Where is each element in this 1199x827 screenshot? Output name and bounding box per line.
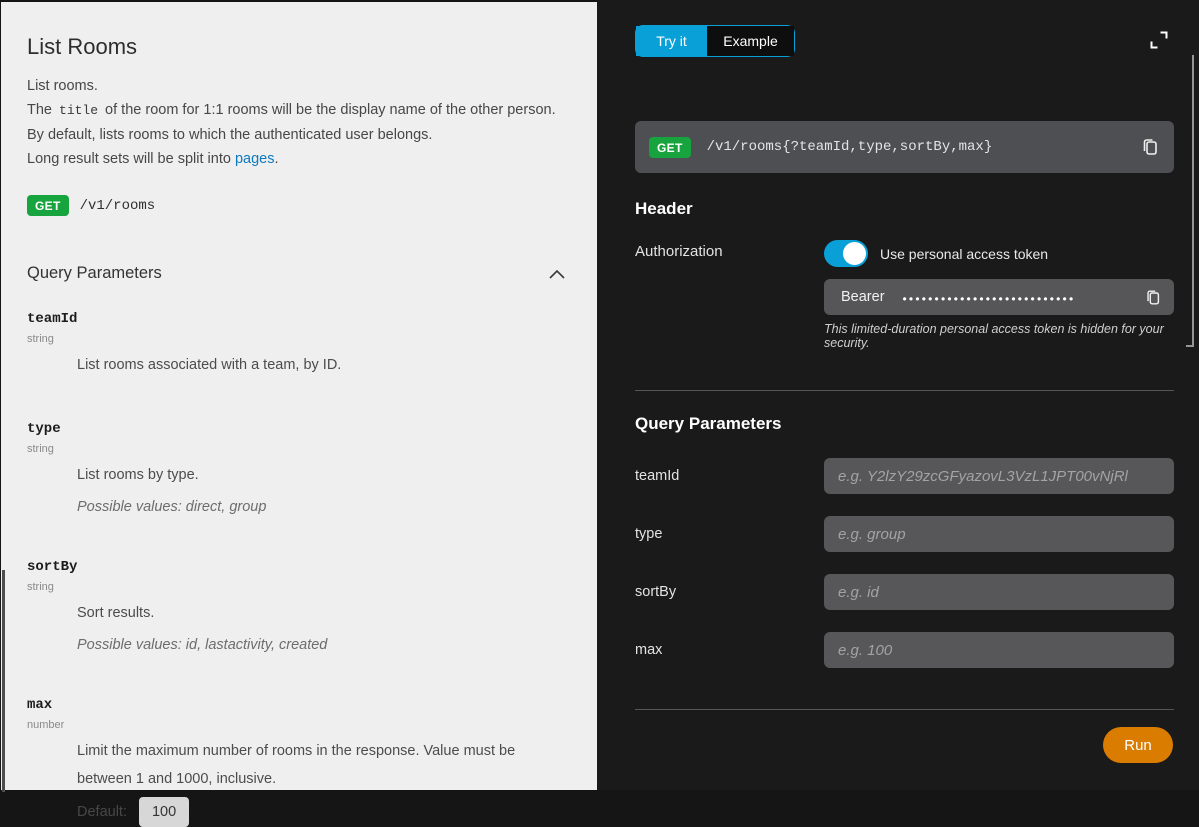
field-row-sortby	[635, 574, 1174, 610]
request-url: /v1/rooms{?teamId,type,sortBy,max}	[706, 139, 993, 155]
token-security-note: This limited-duration personal access token is hidden for your security.	[824, 322, 1164, 350]
endpoint-path: /v1/rooms	[79, 197, 156, 214]
param-type: string	[27, 443, 54, 455]
query-parameters-section-header	[27, 264, 581, 283]
endpoint-description	[27, 74, 581, 171]
teamid-input[interactable]	[824, 458, 1174, 494]
param-type: number	[27, 719, 65, 731]
description-line: List rooms.	[27, 78, 98, 94]
sortby-input[interactable]	[824, 574, 1174, 610]
personal-token-toggle[interactable]	[824, 240, 868, 267]
left-panel-scrollbar[interactable]	[2, 570, 5, 792]
param-description: List rooms by type.	[77, 467, 199, 483]
toggle-knob	[843, 242, 866, 265]
page-title: List Rooms	[27, 34, 138, 59]
copy-url-icon[interactable]	[1140, 137, 1160, 157]
run-row	[635, 727, 1174, 763]
max-input[interactable]	[824, 632, 1174, 668]
description-line: Long result sets will be split into pages.	[27, 151, 279, 167]
field-row-teamid	[635, 458, 1174, 494]
tab-try-it[interactable]: Try it	[636, 26, 707, 56]
method-badge: GET	[649, 137, 691, 158]
token-toggle-row	[824, 240, 1174, 267]
copy-token-icon[interactable]	[1144, 288, 1162, 307]
section-title: Query Parameters	[27, 264, 162, 282]
description-line: The title of the room for 1:1 rooms will be the display name of the other person.	[27, 102, 556, 118]
description-line: By default, lists rooms to which the authenticated user belongs.	[27, 127, 433, 143]
run-button[interactable]: Run	[1103, 727, 1173, 763]
field-label: sortBy	[635, 584, 677, 600]
inline-code-title: title	[59, 103, 99, 118]
param-description: List rooms associated with a team, by ID.	[77, 357, 342, 373]
try-it-panel	[597, 0, 1199, 790]
param-type: string	[27, 333, 54, 345]
chevron-up-icon[interactable]	[547, 266, 567, 282]
doc-panel	[1, 2, 597, 820]
param-name: max	[27, 697, 53, 713]
footer-divider	[635, 709, 1174, 710]
section-divider	[635, 390, 1174, 391]
bearer-prefix: Bearer	[841, 289, 885, 305]
authorization-controls	[824, 240, 1174, 350]
param-name: teamId	[27, 311, 78, 327]
param-teamid	[27, 311, 581, 377]
param-type: string	[27, 581, 54, 593]
default-value-badge: 100	[139, 797, 189, 827]
tab-group	[635, 25, 795, 57]
toggle-label: Use personal access token	[880, 245, 1049, 262]
param-name: sortBy	[27, 559, 78, 575]
expand-icon[interactable]	[1148, 29, 1170, 51]
try-it-topbar	[635, 25, 1174, 57]
type-input[interactable]	[824, 516, 1174, 552]
endpoint-row	[27, 195, 581, 216]
query-parameter-fields	[635, 458, 1174, 668]
method-badge: GET	[27, 195, 69, 216]
pages-link[interactable]: pages	[234, 151, 275, 167]
field-row-max	[635, 632, 1174, 668]
param-default-row	[77, 797, 581, 827]
masked-token: •••••••••••••••••••••••••••	[902, 292, 1076, 306]
param-description: Limit the maximum number of rooms in the response. Value must be between 1 and 1000, inclusive.	[77, 743, 516, 787]
field-label: max	[635, 642, 663, 658]
field-label: type	[635, 526, 663, 542]
param-type	[27, 421, 581, 515]
default-label: Default:	[77, 804, 127, 820]
param-possible-values: Possible values: direct, group	[77, 499, 267, 515]
param-name: type	[27, 421, 61, 437]
param-description: Sort results.	[77, 605, 155, 621]
authorization-label: Authorization	[635, 243, 723, 260]
field-label: teamId	[635, 468, 680, 484]
request-url-bar	[635, 121, 1174, 173]
param-max	[27, 697, 581, 827]
param-sortby	[27, 559, 581, 653]
query-parameters-section-title: Query Parameters	[635, 414, 782, 433]
right-panel-scrollbar[interactable]	[1192, 55, 1194, 347]
field-row-type	[635, 516, 1174, 552]
bearer-token-field[interactable]	[824, 279, 1174, 315]
param-possible-values: Possible values: id, lastactivity, created	[77, 637, 328, 653]
authorization-row	[635, 240, 1174, 350]
tab-example[interactable]: Example	[707, 26, 794, 56]
header-section-title: Header	[635, 199, 693, 218]
